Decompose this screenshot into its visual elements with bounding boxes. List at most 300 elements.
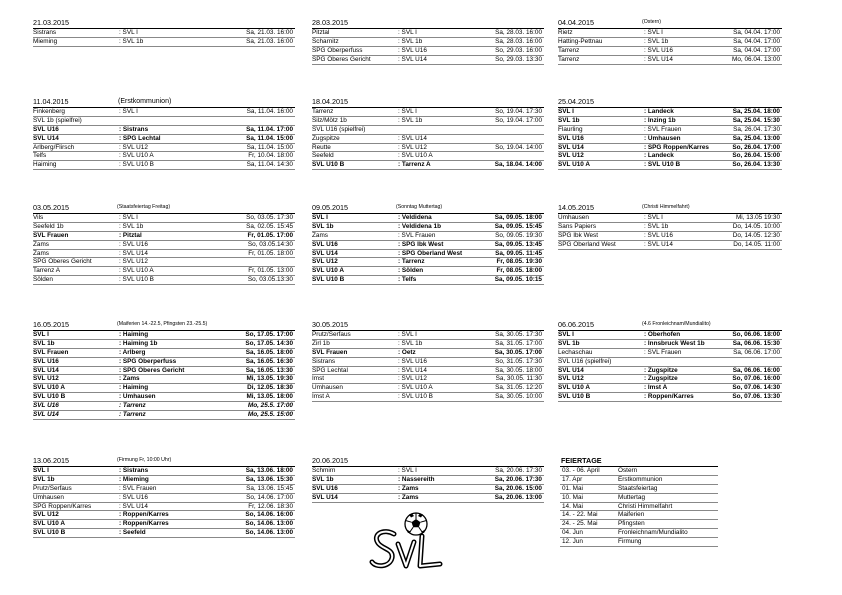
match-time: Sa, 11.04. 14:30 [246, 161, 293, 169]
team-name: SVL U10 A [33, 384, 65, 392]
match-row [33, 135, 295, 144]
match-row [33, 340, 295, 349]
match-row [33, 393, 295, 402]
opponent-name: : SVL I [644, 29, 663, 36]
match-time: Di, 12.05. 18:30 [247, 384, 293, 392]
match-row [312, 56, 544, 65]
match-time: So, 07.06. 14:30 [732, 384, 780, 392]
match-time: Mo, 25.5. 15:00 [247, 411, 293, 419]
block-header [33, 456, 295, 467]
block-header [33, 320, 295, 331]
match-row [312, 340, 544, 349]
team-name: SVL U14 [558, 366, 584, 374]
team-name: Tarrenz [558, 55, 580, 63]
opponent-name: : SVL 1b [644, 37, 669, 45]
holiday-date: 10. Mai [562, 493, 583, 501]
opponent-name: : SVL U12 [398, 143, 427, 151]
holiday-date: 01. Mai [562, 484, 583, 492]
match-time: Sa, 04.04. 17:00 [733, 29, 780, 36]
match-time: So, 03.05. 17:30 [246, 214, 293, 221]
match-row [312, 276, 544, 285]
team-name: SVL U10 B [312, 161, 345, 169]
team-name: SVL U16 [558, 134, 584, 142]
feiertage-title: FEIERTAGE [561, 456, 602, 465]
opponent-name: : Innsbruck West 1b [644, 339, 705, 347]
block-note: (Ostern) [642, 19, 662, 26]
match-row [312, 214, 544, 223]
opponent-name: : SVL U14 [398, 134, 427, 142]
match-row [312, 117, 544, 126]
team-name: SVL U10 B [33, 393, 66, 401]
holiday-date: 12. Jun [562, 538, 583, 546]
team-name: SVL I [33, 331, 49, 338]
team-name: Mieming [33, 37, 58, 45]
match-time: Sa, 09.05. 11:45 [495, 249, 542, 257]
team-name: SVL U10 A [558, 161, 590, 169]
team-name: Seefeld 1b [33, 222, 64, 230]
block-date: 21.03.2015 [33, 18, 69, 28]
match-time: Do, 14.05. 12:30 [732, 231, 780, 239]
match-time: Sa, 31.05. 12:20 [495, 384, 542, 392]
match-row [33, 144, 295, 153]
team-name: SPG Ibk West [558, 231, 599, 239]
holiday-date: 14. - 22. Mai [562, 511, 598, 519]
feiertage-table [560, 466, 718, 547]
block-header [312, 18, 544, 29]
opponent-name: : SVL U16 [644, 231, 673, 239]
opponent-name: : Mieming [119, 475, 149, 483]
team-name: Zirl 1b [312, 339, 330, 347]
opponent-name: : SVL U10 B [644, 161, 681, 169]
block-date: 25.04.2015 [558, 97, 594, 107]
opponent-name: : Zugspitze [644, 375, 678, 383]
match-row [558, 393, 782, 402]
match-row [558, 367, 782, 376]
block-note: (Firmung Fr, 10:00 Uhr) [117, 457, 172, 464]
opponent-name: : SVL I [119, 108, 138, 115]
match-time: Sa, 06.06. 15:30 [732, 339, 780, 347]
team-name: SPG Lechtal [312, 366, 348, 374]
match-row [33, 214, 295, 223]
opponent-name: : Roppen/Karres [119, 511, 169, 519]
block-date: 13.06.2015 [33, 456, 69, 466]
team-name: SVL 1b [558, 116, 580, 124]
schedule-block [33, 18, 295, 47]
team-name: Umhausen [312, 384, 343, 392]
team-name: Umhausen [558, 214, 589, 221]
team-name: Haiming [33, 161, 57, 169]
schedule-block [558, 97, 782, 170]
match-row [312, 467, 544, 476]
match-time: Fr, 01.05. 17:00 [247, 231, 293, 239]
holiday-name: Ostern [618, 467, 638, 474]
match-row [312, 258, 544, 267]
opponent-name: : SVL I [398, 108, 417, 115]
opponent-name: : Roppen/Karres [119, 520, 169, 528]
match-time: Fr, 01.05. 18:00 [248, 249, 293, 257]
opponent-name: : SVL U16 [119, 240, 148, 248]
match-time: Sa, 11.04. 15:00 [246, 143, 293, 151]
match-time: So, 29.03. 13:30 [495, 55, 542, 63]
block-note: (4.6 Fronleichnam/Mundialito) [642, 321, 711, 328]
holiday-row [560, 485, 718, 494]
opponent-name: : SVL 1b [119, 37, 144, 45]
block-date: 09.05.2015 [312, 203, 348, 213]
team-name: SPG Oberland West [558, 240, 616, 248]
block-date: 28.03.2015 [312, 18, 348, 28]
match-time: Fr, 08.05. 18:00 [496, 267, 542, 275]
opponent-name: : SVL U10 B [119, 161, 154, 169]
team-name: Pitztal [312, 29, 330, 36]
holiday-name: Muttertag [618, 493, 645, 501]
schedule-block [312, 97, 544, 170]
team-name: Imst A [312, 393, 330, 401]
opponent-name: : Sölden [398, 267, 424, 275]
team-name: Prutz/Serfaus [33, 484, 72, 492]
team-name: SPG Oberes Gericht [33, 258, 92, 266]
opponent-name: : SVL U14 [644, 55, 673, 63]
match-row [558, 29, 782, 38]
team-name: SVL Frauen [33, 231, 69, 239]
match-time: So, 06.06. 18:00 [732, 331, 780, 338]
block-header [33, 18, 295, 29]
match-time: Sa, 21.03. 16:00 [246, 37, 293, 45]
team-name: Telfs [33, 152, 47, 160]
holiday-row [560, 538, 718, 547]
holiday-name: Pfingsten [618, 520, 645, 528]
holiday-date: 04. Jun [562, 529, 583, 537]
opponent-name: : SVL U16 [398, 46, 427, 54]
match-row [312, 47, 544, 56]
schedule-block [33, 320, 295, 420]
team-name: Rietz [558, 29, 573, 36]
match-time: So, 26.04. 13:30 [732, 161, 780, 169]
team-name: SVL U16 (spielfrei) [312, 125, 366, 133]
block-header [558, 97, 782, 108]
opponent-name: : SVL U16 [119, 493, 148, 501]
opponent-name: : SVL U12 [398, 375, 427, 383]
schedule-block [312, 203, 544, 285]
match-row [312, 349, 544, 358]
team-name: Tarrenz [558, 46, 580, 54]
team-name: SVL U10 B [33, 529, 66, 537]
opponent-name: : Tarrenz A [398, 161, 431, 169]
opponent-name: : Zugspitze [644, 366, 678, 374]
team-name: SVL U16 (spielfrei) [558, 357, 612, 365]
opponent-name: : SVL U10 B [398, 393, 433, 401]
match-row [312, 108, 544, 117]
team-name: Finkenberg [33, 108, 65, 115]
opponent-name: : Veldidena [398, 214, 432, 221]
svl-logo [368, 510, 458, 574]
match-row [33, 276, 295, 285]
opponent-name: : SVL U14 [644, 240, 673, 248]
holiday-row [560, 520, 718, 529]
opponent-name: : SVL Frauen [119, 484, 157, 492]
match-row [558, 223, 782, 232]
block-date: 03.05.2015 [33, 203, 69, 213]
team-name: Hatting-Pettnau [558, 37, 603, 45]
match-row [33, 241, 295, 250]
match-time: So, 19.04. 17:00 [495, 116, 542, 124]
match-row [312, 476, 544, 485]
match-time: Sa, 09.05. 15:45 [494, 222, 542, 230]
team-name: Lechaschau [558, 348, 593, 356]
team-name: SVL U14 [312, 493, 338, 501]
match-time: Sa, 21.03. 16:00 [246, 29, 293, 36]
opponent-name: : Haiming [119, 331, 149, 338]
match-row [312, 29, 544, 38]
match-time: Sa, 30.05. 11:30 [495, 375, 542, 383]
match-row [558, 152, 782, 161]
match-time: So, 31.05. 17:30 [495, 357, 542, 365]
match-row [558, 331, 782, 340]
team-name: Vils [33, 214, 44, 221]
match-row [312, 375, 544, 384]
opponent-name: : Umhausen [644, 134, 681, 142]
match-time: Sa, 28.03. 16:00 [495, 29, 542, 36]
block-date: 18.04.2015 [312, 97, 348, 107]
schedule-block [312, 320, 544, 402]
block-header [312, 97, 544, 108]
match-time: Mi, 13.05 19:30 [735, 214, 780, 221]
team-name: SVL 1b (spielfrei) [33, 116, 82, 124]
match-row [33, 503, 295, 512]
block-note: (Sonntag Muttertag) [396, 204, 443, 211]
schedule-block [558, 203, 782, 250]
opponent-name: : Landeck [644, 152, 674, 160]
team-name: SVL Frauen [33, 348, 69, 356]
opponent-name: : Oberhofen [644, 331, 681, 338]
match-time: So, 03.05.14:30 [247, 240, 293, 248]
match-row [558, 144, 782, 153]
team-name: Prutz/Serfaus [312, 331, 351, 338]
match-row [558, 384, 782, 393]
match-row [33, 529, 295, 538]
match-row [558, 161, 782, 170]
block-header [312, 456, 544, 467]
match-time: Sa, 13.06. 15:45 [246, 484, 293, 492]
match-row [312, 393, 544, 402]
match-time: Sa, 04.04. 17:00 [733, 46, 780, 54]
block-date: 04.04.2015 [558, 18, 594, 28]
match-row [33, 126, 295, 135]
match-row [33, 476, 295, 485]
match-time: Sa, 25.04. 13:00 [732, 134, 780, 142]
opponent-name: : SVL I [119, 29, 138, 36]
match-time: Sa, 16.05. 16:30 [245, 357, 293, 365]
match-row [558, 38, 782, 47]
opponent-name: : Zams [398, 493, 419, 501]
match-time: Sa, 11.04. 16:00 [246, 108, 293, 115]
match-row [33, 384, 295, 393]
opponent-name: : SVL U16 [398, 357, 427, 365]
match-row [558, 375, 782, 384]
match-time: Sa, 16.05. 18:00 [245, 348, 293, 356]
team-name: Silz/Mötz 1b [312, 116, 347, 124]
match-row [558, 358, 782, 367]
block-note: (Maiferien 14.-22.5, Pfingsten 23.-25.5) [117, 321, 208, 328]
match-row [312, 152, 544, 161]
holiday-date: 24. - 25. Mai [562, 520, 598, 528]
team-name: SPG Roppen/Karres [33, 502, 92, 510]
block-header [312, 203, 544, 214]
team-name: SVL U10 A [558, 384, 590, 392]
match-row [558, 349, 782, 358]
match-time: Fr, 10.04. 18:00 [248, 152, 293, 160]
match-time: Sa, 30.05. 17:30 [495, 331, 542, 338]
opponent-name: : SVL 1b [398, 37, 423, 45]
match-time: Sa, 20.06. 17:30 [494, 475, 542, 483]
opponent-name: : Landeck [644, 108, 674, 115]
match-row [33, 117, 295, 126]
opponent-name: : Sistrans [119, 125, 149, 133]
match-row [312, 367, 544, 376]
opponent-name: : SVL Frauen [644, 348, 682, 356]
team-name: Umhausen [33, 493, 64, 501]
holiday-row [560, 529, 718, 538]
block-date: 30.05.2015 [312, 320, 348, 330]
match-time: Sa, 09.05. 13:45 [494, 240, 542, 248]
match-row [312, 494, 544, 503]
opponent-name: : SVL Frauen [398, 231, 436, 239]
match-time: So, 14.06. 13:00 [245, 529, 293, 537]
block-note: (Staatsfeiertag Freitag) [117, 204, 171, 211]
match-time: Mi, 13.05. 18:00 [246, 393, 293, 401]
opponent-name: : Umhausen [119, 393, 156, 401]
holiday-date: 14. Mai [562, 502, 583, 510]
match-time: Mo, 25.5. 17:00 [247, 402, 293, 410]
match-row [33, 152, 295, 161]
match-row [312, 232, 544, 241]
match-time: So, 26.04. 17:00 [732, 143, 780, 151]
match-time: So, 14.06. 13:00 [245, 520, 293, 528]
match-time: Sa, 25.04. 18:00 [732, 108, 780, 115]
team-name: SVL I [312, 214, 328, 221]
team-name: SVL U12 [558, 375, 584, 383]
holiday-name: Christi Himmelfahrt [618, 502, 673, 510]
match-row [33, 411, 295, 420]
opponent-name: : SPG Oberperfuss [119, 357, 177, 365]
opponent-name: : SVL I [398, 467, 417, 474]
opponent-name: : SVL U10 A [119, 152, 154, 160]
holiday-row [560, 511, 718, 520]
match-time: Sa, 30.05. 18:00 [495, 366, 542, 374]
match-row [33, 485, 295, 494]
team-name: Flaurling [558, 125, 583, 133]
match-row [312, 267, 544, 276]
schedule-block [558, 18, 782, 65]
team-name: Zams [312, 231, 328, 239]
match-row [33, 358, 295, 367]
match-row [558, 56, 782, 65]
opponent-name: : SVL I [644, 214, 663, 221]
opponent-name: : SVL U12 [119, 143, 148, 151]
opponent-name: : SVL 1b [119, 222, 144, 230]
match-row [33, 511, 295, 520]
opponent-name: : Zams [119, 375, 140, 383]
opponent-name: : SVL 1b [398, 339, 423, 347]
team-name: SVL U14 [312, 249, 338, 257]
match-row [33, 258, 295, 267]
match-time: Sa, 20.06. 13:00 [494, 493, 542, 501]
match-time: So, 07.06. 16:00 [732, 375, 780, 383]
match-time: So, 26.04. 15:00 [732, 152, 780, 160]
block-header [558, 320, 782, 331]
opponent-name: : SVL 1b [644, 222, 669, 230]
match-row [558, 126, 782, 135]
opponent-name: : SVL U10 A [119, 267, 154, 275]
match-row [33, 367, 295, 376]
match-row [558, 214, 782, 223]
match-time: Sa, 20.06. 17:30 [495, 467, 542, 474]
block-note: (Erstkommunion) [118, 98, 172, 106]
team-name: SVL 1b [33, 339, 55, 347]
block-header [33, 203, 295, 214]
opponent-name: : Tarrenz [119, 411, 146, 419]
match-row [33, 467, 295, 476]
match-row [33, 494, 295, 503]
match-row [33, 375, 295, 384]
opponent-name: : Veldidena 1b [398, 222, 441, 230]
team-name: Schmirn [312, 467, 336, 474]
holiday-row [560, 503, 718, 512]
match-time: Sa, 02.05. 15:45 [246, 222, 293, 230]
team-name: SVL U12 [33, 511, 59, 519]
opponent-name: : SVL U12 [119, 258, 148, 266]
match-row [33, 349, 295, 358]
team-name: Sölden [33, 276, 53, 284]
match-time: Sa, 11.04. 15:00 [246, 134, 293, 142]
match-row [312, 135, 544, 144]
opponent-name: : SVL U10 A [398, 384, 433, 392]
opponent-name: : SPG Oberland West [398, 249, 463, 257]
schedule-block [312, 18, 544, 65]
match-time: So, 14.06. 17:00 [246, 493, 293, 501]
team-name: Zugspitze [312, 134, 340, 142]
match-row [33, 38, 295, 47]
opponent-name: : Sistrans [119, 467, 149, 474]
team-name: SVL U16 [33, 357, 59, 365]
team-name: SVL 1b [312, 475, 334, 483]
match-time: Sa, 20.06. 15:00 [494, 484, 542, 492]
opponent-name: : SVL U14 [119, 249, 148, 257]
team-name: SVL U10 A [33, 520, 65, 528]
match-time: Fr, 08.05. 19:30 [496, 258, 542, 266]
team-name: SVL I [558, 331, 574, 338]
match-time: So, 09.05. 19:30 [495, 231, 542, 239]
block-header [558, 203, 782, 214]
team-name: Imst [312, 375, 325, 383]
match-time: Sa, 09.05. 18:00 [494, 214, 542, 221]
team-name: SPG Oberes Gericht [312, 55, 371, 63]
opponent-name: : Inzing 1b [644, 116, 676, 124]
holiday-row [560, 476, 718, 485]
match-time: Sa, 18.04. 14:00 [494, 161, 542, 169]
match-row [558, 117, 782, 126]
team-name: Seefeld [312, 152, 334, 160]
team-name: SVL U10 B [558, 393, 591, 401]
match-time: So, 19.04. 17:30 [495, 108, 542, 115]
team-name: SVL 1b [312, 222, 334, 230]
opponent-name: : SVL Frauen [644, 125, 682, 133]
team-name: SVL U12 [312, 258, 338, 266]
opponent-name: : SVL I [398, 29, 417, 36]
holiday-name: Staatsfeiertag [618, 484, 658, 492]
match-time: Sa, 28.03. 16:00 [495, 37, 542, 45]
block-header [558, 18, 782, 29]
match-row [312, 144, 544, 153]
